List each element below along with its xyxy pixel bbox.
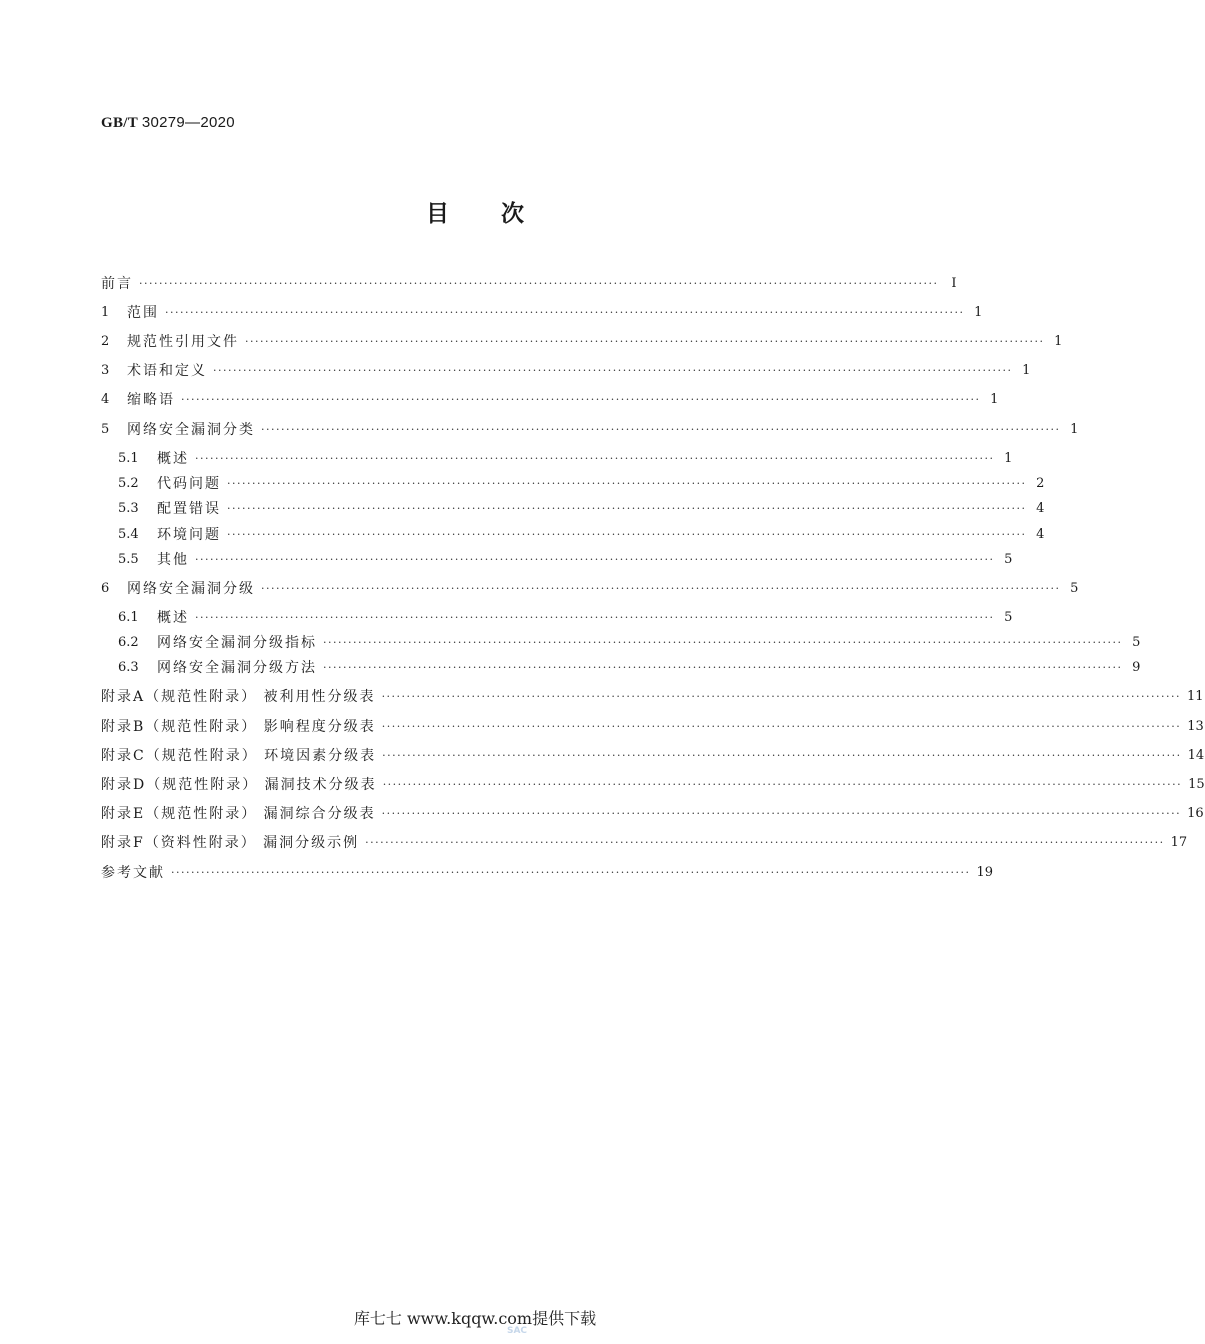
toc-entry-page: 1 (974, 305, 983, 320)
toc-leader-dots: ································································································································································ (227, 528, 1027, 541)
toc-entry[interactable] (118, 473, 1045, 495)
toc-entry-number: 5 (101, 422, 110, 437)
toc-entry-page: 15 (1188, 777, 1205, 792)
toc-entry-title: 缩略语 (127, 392, 175, 408)
toc-entry-page: 19 (976, 865, 993, 880)
toc-leader-dots: ································································································································································ (261, 423, 1061, 436)
toc-entry-page: 16 (1187, 806, 1204, 821)
toc-entry[interactable] (101, 716, 1204, 738)
title-char-1: 目 (426, 201, 449, 227)
toc-entry-title: 网络安全漏洞分级方法 (157, 660, 317, 676)
toc-entry-page: 1 (1004, 451, 1013, 466)
toc-entry[interactable] (101, 745, 1205, 767)
toc-entry-number: 5.5 (118, 552, 139, 567)
toc-leader-dots: ································································································································································ (227, 502, 1027, 515)
toc-leader-dots: ································································································································································ (381, 807, 1182, 820)
toc-entry-title: 附录A（规范性附录） 被利用性分级表 (101, 689, 376, 705)
toc-entry-number: 5.1 (118, 451, 139, 466)
toc-entry-title: 附录D（规范性附录） 漏洞技术分级表 (101, 777, 377, 793)
toc-entry[interactable] (101, 774, 1205, 796)
toc-entry[interactable] (101, 360, 1031, 382)
toc-leader-dots: ································································································································································ (323, 661, 1123, 674)
toc-entry-title: 网络安全漏洞分类 (127, 422, 255, 438)
toc-entry[interactable] (118, 549, 1013, 571)
toc-entry[interactable] (101, 803, 1204, 825)
toc-entry-number: 5.3 (118, 501, 139, 516)
toc-entry-number: 3 (101, 363, 110, 378)
toc-entry[interactable] (101, 419, 1079, 441)
toc-leader-dots: ································································································································································ (261, 582, 1061, 595)
toc-entry-title: 代码问题 (157, 476, 221, 492)
toc-leader-dots: ································································································································································ (381, 720, 1182, 733)
toc-leader-dots: ································································································································································ (139, 277, 939, 290)
toc-leader-dots: ································································································································································ (245, 335, 1045, 348)
toc-leader-dots: ································································································································································ (181, 393, 981, 406)
toc-entry-title: 概述 (157, 610, 189, 626)
toc-entry-number: 5.2 (118, 476, 139, 491)
toc-entry-page: 5 (1004, 552, 1013, 567)
toc-entry[interactable] (118, 498, 1045, 520)
toc-entry[interactable] (101, 862, 993, 884)
toc-leader-dots: ································································································································································ (382, 778, 1183, 791)
toc-leader-dots: ································································································································································ (171, 866, 971, 879)
toc-entry[interactable] (101, 273, 957, 295)
toc-leader-dots: ································································································································································ (323, 636, 1123, 649)
toc-leader-dots: ································································································································································ (213, 364, 1013, 377)
toc-entry-number: 2 (101, 334, 110, 349)
footer-download-note: 库七七 www.kqqw.com提供下载 (353, 1309, 597, 1328)
standard-number: 30279—2020 (141, 114, 235, 131)
toc-entry[interactable] (118, 657, 1141, 679)
toc-entry[interactable] (101, 686, 1204, 708)
sac-watermark-logo: SAC (506, 1326, 528, 1336)
toc-entry-number: 6.1 (118, 610, 139, 625)
toc-entry-page: 5 (1132, 635, 1141, 650)
toc-entry-page: Ⅰ (951, 276, 957, 291)
toc-entry-number: 4 (101, 392, 110, 407)
toc-entry-page: 4 (1036, 501, 1045, 516)
toc-entry[interactable] (118, 448, 1013, 470)
toc-entry[interactable] (118, 524, 1045, 546)
toc-entry-page: 2 (1036, 476, 1045, 491)
toc-leader-dots: ································································································································································ (195, 553, 995, 566)
toc-entry[interactable] (101, 832, 1188, 854)
toc-entry-page: 1 (1022, 363, 1031, 378)
toc-entry-title: 附录E（规范性附录） 漏洞综合分级表 (101, 806, 376, 822)
toc-entry-page: 5 (1070, 581, 1079, 596)
toc-entry-title: 附录C（规范性附录） 环境因素分级表 (101, 748, 377, 764)
toc-entry-number: 6 (101, 581, 110, 596)
toc-entry-title: 前言 (101, 276, 133, 292)
toc-entry-title: 附录F（资料性附录） 漏洞分级示例 (101, 835, 360, 851)
toc-entry-number: 6.3 (118, 660, 139, 675)
toc-entry-title: 规范性引用文件 (127, 334, 239, 350)
toc-entry-page: 14 (1187, 748, 1205, 763)
toc-entry-page: 9 (1132, 660, 1141, 675)
toc-entry-page: 1 (1054, 334, 1063, 349)
toc-entry-title: 网络安全漏洞分级 (127, 581, 255, 597)
toc-entry-page: 1 (1070, 422, 1079, 437)
toc-entry-title: 配置错误 (157, 501, 221, 517)
toc-entry[interactable] (101, 331, 1063, 353)
toc-entry-title: 其他 (157, 552, 189, 568)
toc-entry[interactable] (101, 302, 983, 324)
toc-entry-title: 术语和定义 (127, 363, 207, 379)
toc-leader-dots: ································································································································································ (381, 690, 1182, 703)
toc-entry-title: 概述 (157, 451, 189, 467)
toc-leader-dots: ································································································································································ (365, 836, 1165, 849)
toc-entry-page: 5 (1004, 610, 1013, 625)
standard-code (101, 114, 235, 132)
standard-prefix: GB/T (101, 115, 138, 131)
toc-entry-title: 附录B（规范性附录） 影响程度分级表 (101, 719, 376, 735)
toc-entry[interactable] (118, 632, 1141, 654)
page-title (0, 195, 950, 228)
toc-entry[interactable] (101, 578, 1079, 600)
toc-entry-page: 1 (990, 392, 999, 407)
toc-entry[interactable] (101, 389, 999, 411)
toc-entry-title: 环境问题 (157, 527, 221, 543)
toc-entry-number: 6.2 (118, 635, 139, 650)
toc-leader-dots: ································································································································································ (195, 452, 995, 465)
toc-entry-title: 参考文献 (101, 865, 165, 881)
toc-entry[interactable] (118, 607, 1013, 629)
toc-entry-page: 13 (1187, 719, 1204, 734)
toc-leader-dots: ································································································································································ (227, 477, 1027, 490)
toc-leader-dots: ································································································································································ (165, 306, 965, 319)
toc-entry-title: 范围 (127, 305, 159, 321)
toc-entry-page: 11 (1187, 689, 1204, 704)
toc-entry-title: 网络安全漏洞分级指标 (157, 635, 317, 651)
toc-entry-page: 4 (1036, 527, 1045, 542)
toc-entry-page: 17 (1170, 835, 1188, 850)
toc-leader-dots: ································································································································································ (382, 749, 1182, 762)
toc-entry-number: 5.4 (118, 527, 139, 542)
title-char-2: 次 (501, 201, 524, 227)
toc-leader-dots: ································································································································································ (195, 611, 995, 624)
toc-entry-number: 1 (101, 305, 110, 320)
